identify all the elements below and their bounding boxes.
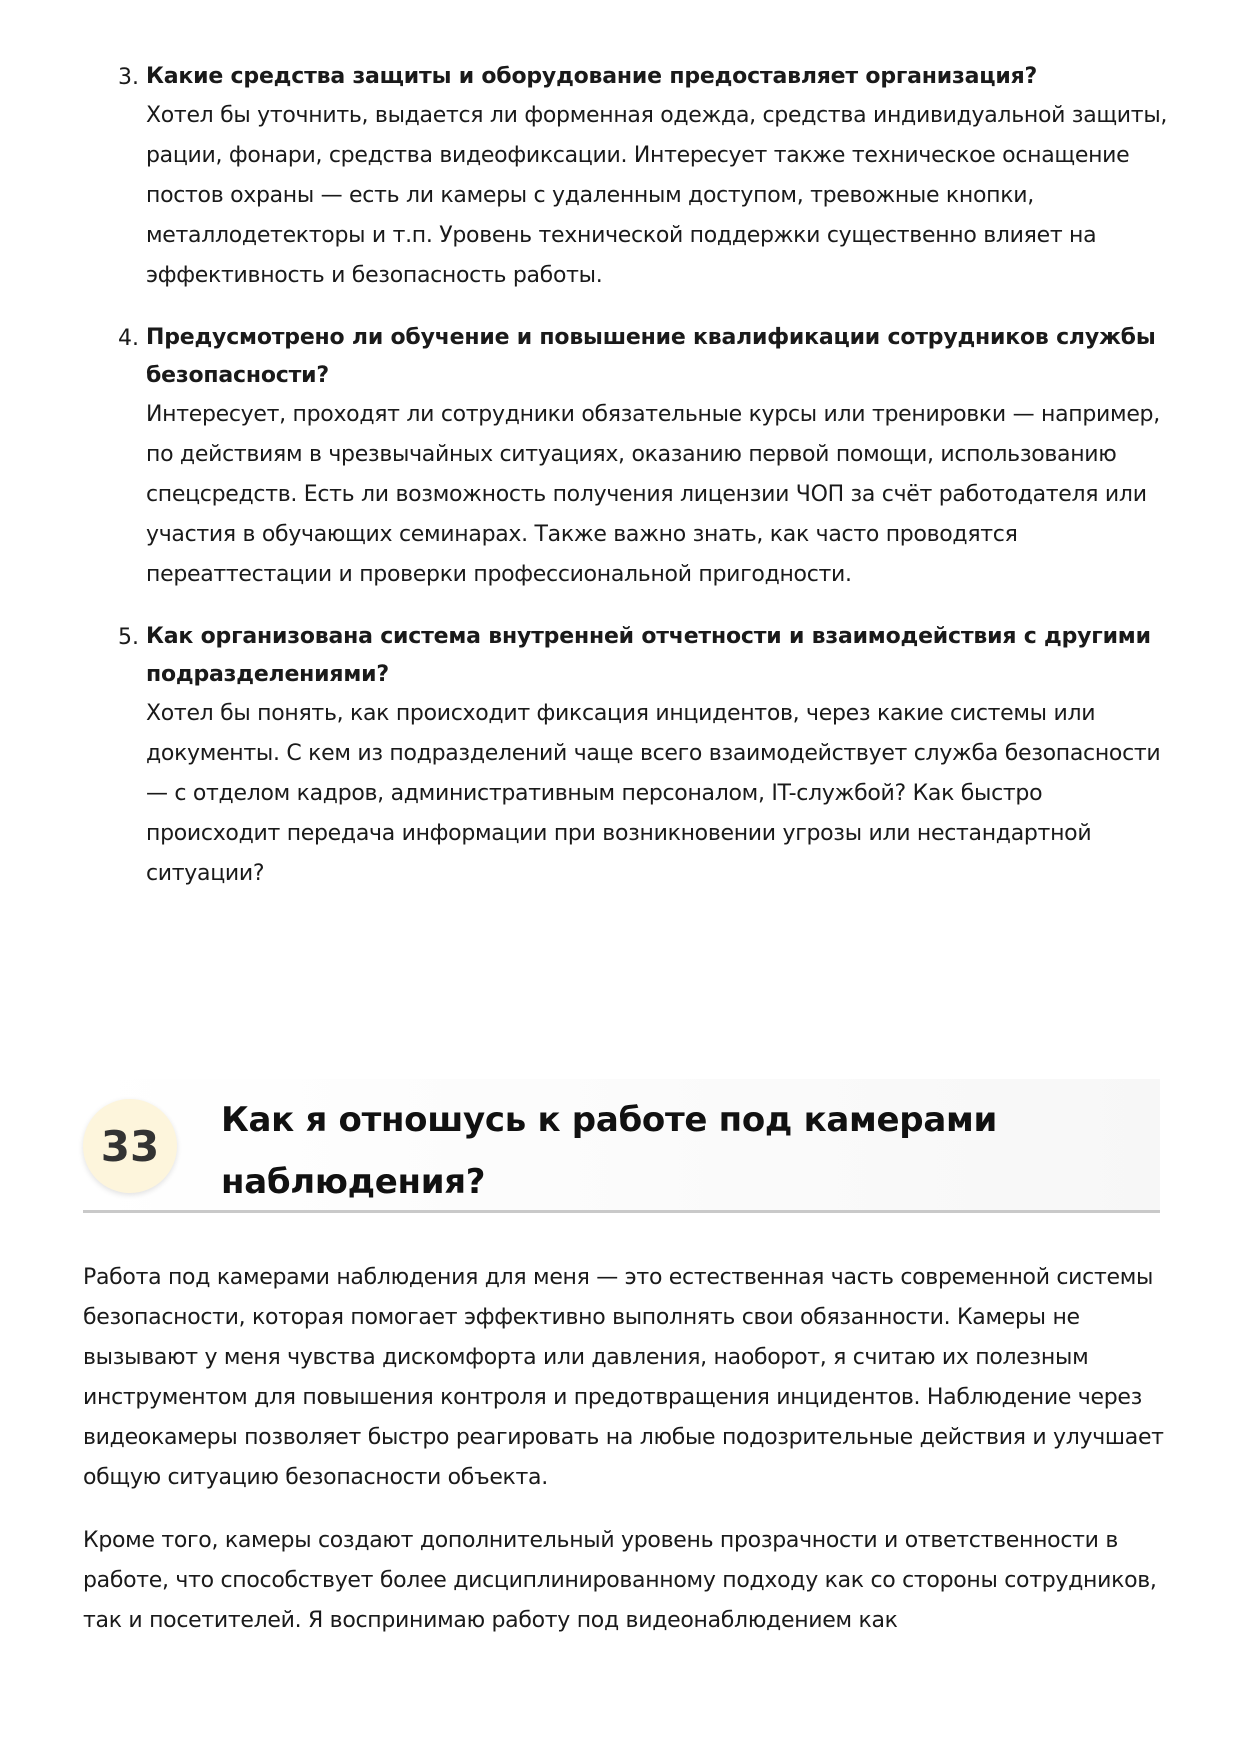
section-body — [83, 1258, 1173, 1664]
list-item-text: Интересует, проходят ли сотрудники обязательные курсы или тренировки — например, по действиям в чрезвычайных ситуациях, оказанию первой помощи, использованию спецсредств. Есть ли возможность получения лицензии ЧОП за счёт работодателя или участия в обучающих семинарах. Также важно знать, как часто проводятся переаттестации и проверки профессиональной пригодности. — [146, 402, 1160, 587]
list-item-number: 4. — [118, 326, 139, 351]
list-item-number: 3. — [118, 65, 139, 90]
list-item-text: Хотел бы понять, как происходит фиксация инцидентов, через какие системы или документы. С кем из подразделений чаще всего взаимодействует служба безопасности — с отделом кадров, административным персоналом, IT-службой? Как быстро происходит передача информации при возникновении угрозы или нестандартной ситуации? — [146, 701, 1161, 886]
section-paragraph: Работа под камерами наблюдения для меня — это естественная часть современной системы безопасности, которая помогает эффективно выполнять свои обязанности. Камеры не вызывают у меня чувства дискомфорта или давления, наоборот, я считаю их полезным инструментом для повышения контроля и предотвращения инцидентов. Наблюдение через видеокамеры позволяет быстро реагировать на любые подозрительные действия и улучшает общую ситуацию безопасности объекта. — [83, 1265, 1164, 1490]
section-number-badge: 33 — [83, 1099, 177, 1193]
question-list — [0, 58, 1239, 917]
section-paragraph: Кроме того, камеры создают дополнительный уровень прозрачности и ответственности в работе, что способствует более дисциплинированному подходу как со стороны сотрудников, так и посетителей. Я воспринимаю работу под видеонаблюдением как — [83, 1528, 1157, 1633]
section-header — [83, 1079, 1160, 1213]
list-item-title: Предусмотрено ли обучение и повышение квалификации сотрудников службы безопасности? — [146, 325, 1156, 388]
section-title: Как я отношусь к работе под камерами наблюдения? — [221, 1100, 997, 1202]
list-item-text: Хотел бы уточнить, выдается ли форменная одежда, средства индивидуальной защиты, рации, фонари, средства видеофиксации. Интересует также техническое оснащение постов охраны — есть ли камеры с удаленным доступом, тревожные кнопки, металлодетекторы и т.п. Уровень технической поддержки существенно влияет на эффективность и безопасность работы. — [146, 103, 1168, 288]
list-item-title: Как организована система внутренней отчетности и взаимодействия с другими подразделениями? — [146, 624, 1151, 687]
list-item-title: Какие средства защиты и оборудование предоставляет организация? — [146, 64, 1038, 89]
list-item — [0, 58, 1239, 296]
list-item — [0, 618, 1239, 894]
list-item-number: 5. — [118, 625, 139, 650]
list-item — [0, 319, 1239, 595]
